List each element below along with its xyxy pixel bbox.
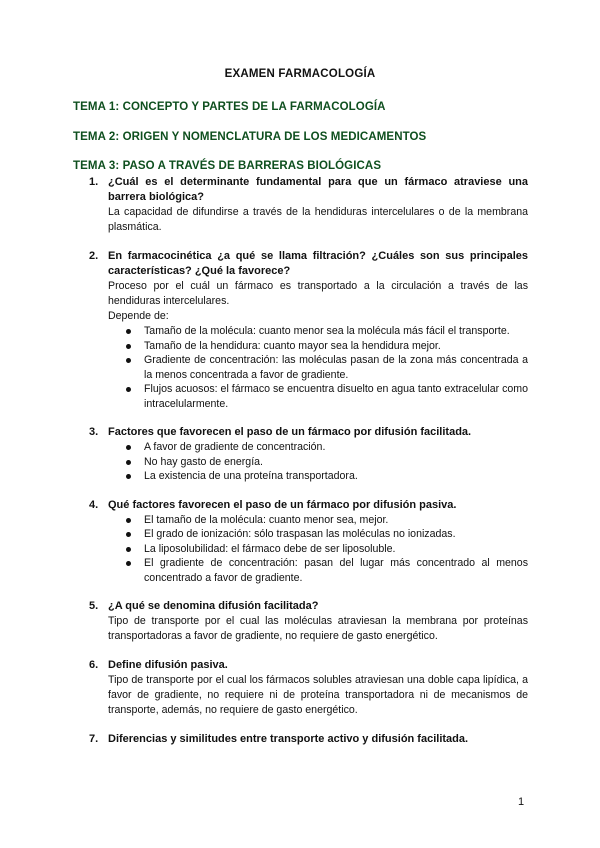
question-6: [89, 658, 528, 718]
question-number: 1.: [89, 176, 99, 188]
list-item: El gradiente de concentración: pasan del lugar más concentrado al menos concentrado a favor de gradiente.: [144, 557, 528, 584]
list-item: Tamaño de la molécula: cuanto menor sea la molécula más fácil el transporte.: [144, 324, 528, 339]
question-text: Factores que favorecen el paso de un fármaco por difusión facilitada.: [108, 426, 472, 438]
question-2: [89, 249, 528, 411]
question-7: [89, 732, 528, 747]
question-4: [89, 498, 528, 586]
page-number: 1: [518, 796, 525, 808]
tema-3-heading: TEMA 3: PASO A TRAVÉS DE BARRERAS BIOLÓGICAS: [73, 160, 382, 172]
question-number: 2.: [89, 250, 99, 262]
list-item: La liposolubilidad: el fármaco debe de ser liposoluble.: [144, 542, 528, 557]
bullet-list: [108, 324, 528, 411]
answer-text: La capacidad de difundirse a través de la hendiduras intercelulares o de la membrana plasmática.: [108, 206, 528, 233]
list-item: Tamaño de la hendidura: cuanto mayor sea la hendidura mejor.: [144, 339, 528, 354]
tema-2-heading: TEMA 2: ORIGEN Y NOMENCLATURA DE LOS MEDICAMENTOS: [73, 131, 427, 143]
question-number: 6.: [89, 659, 99, 671]
exam-title: EXAMEN FARMACOLOGÍA: [224, 68, 376, 80]
question-text: ¿A qué se denomina difusión facilitada?: [108, 600, 319, 612]
list-item: Flujos acuosos: el fármaco se encuentra disuelto en agua tanto extracelular como intracelularmente.: [144, 383, 528, 410]
list-item: Gradiente de concentración: las moléculas pasan de la zona más concentrada a la menos concentrada a favor de gradiente.: [144, 354, 528, 381]
answer-text: Proceso por el cuál un fármaco es transportado a la circulación a través de las hendiduras intercelulares.: [108, 280, 528, 307]
list-item: A favor de gradiente de concentración.: [144, 440, 528, 455]
question-text: Diferencias y similitudes entre transporte activo y difusión facilitada.: [108, 733, 469, 745]
question-number: 3.: [89, 426, 99, 438]
question-text: Define difusión pasiva.: [108, 659, 228, 671]
question-number: 7.: [89, 733, 99, 745]
question-list: [0, 175, 600, 747]
question-number: 5.: [89, 600, 99, 612]
list-item: La existencia de una proteína transportadora.: [144, 469, 528, 484]
list-item: No hay gasto de energía.: [144, 455, 528, 470]
question-number: 4.: [89, 498, 99, 511]
tema-1-heading: TEMA 1: CONCEPTO Y PARTES DE LA FARMACOLOGÍA: [73, 101, 386, 113]
answer-text: Tipo de transporte por el cual las moléculas atraviesan la membrana por proteínas transportadoras a favor de gradiente, no requiere de gasto energético.: [108, 615, 528, 642]
question-3: [89, 425, 528, 484]
list-item: El grado de ionización: sólo traspasan las moléculas no ionizadas.: [144, 527, 528, 542]
question-text: Qué factores favorecen el paso de un fármaco por difusión pasiva.: [108, 498, 457, 511]
question-5: [89, 599, 528, 644]
answer-subheading: Depende de:: [108, 310, 169, 322]
answer-text: Tipo de transporte por el cual los fármacos solubles atraviesan una doble capa lipídica, a favor de gradiente, no requiere ni de proteína transportadora ni de mecanismos de transporte, además, no requiere de gasto energético.: [108, 674, 528, 716]
bullet-list: [108, 513, 528, 586]
question-text: En farmacocinética ¿a qué se llama filtración? ¿Cuáles son sus principales características? ¿Qué la favorece?: [108, 250, 528, 277]
bullet-list: [108, 440, 528, 484]
question-text: ¿Cuál es el determinante fundamental para que un fármaco atraviese una barrera biológica?: [108, 176, 528, 203]
list-item: El tamaño de la molécula: cuanto menor sea, mejor.: [144, 513, 528, 528]
question-1: [89, 175, 528, 235]
